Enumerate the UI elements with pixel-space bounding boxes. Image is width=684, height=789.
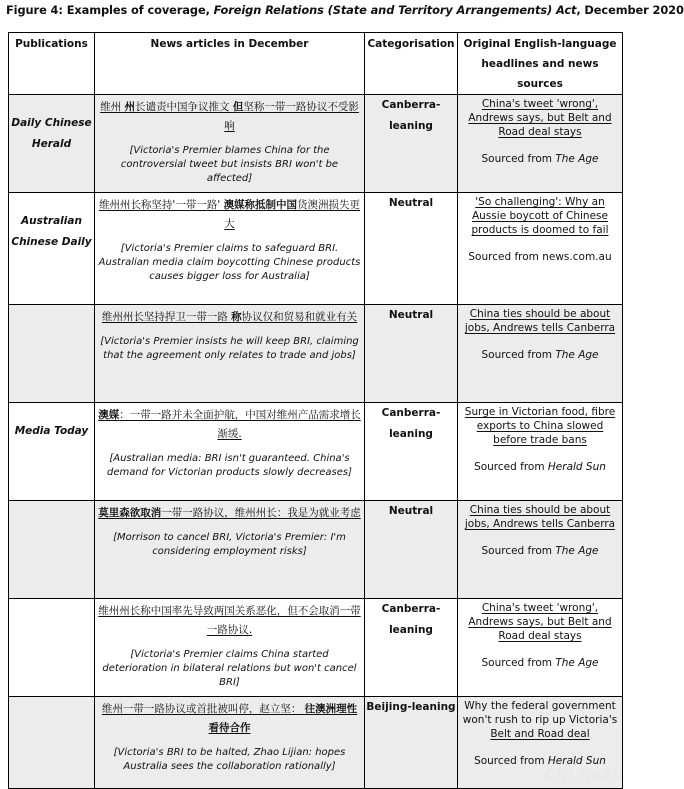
headline-fragment: 货澳洲损失更大 — [224, 199, 361, 230]
publication-cell — [9, 501, 95, 599]
figure-title — [6, 3, 684, 17]
categorisation-cell: Beijing-leaning — [365, 697, 458, 789]
headline-fragment: 维州州长称中国率先导致两国关系恶化，但不会取消一带一路协议. — [98, 605, 361, 636]
source-prefix: Sourced from — [468, 251, 543, 263]
source-line — [461, 152, 619, 166]
source-line — [461, 460, 619, 474]
source-prefix: Sourced from — [474, 461, 548, 473]
table-row — [9, 697, 623, 789]
original-headline — [461, 699, 619, 741]
headline-fragment: 长谴责中国争议推文 — [135, 101, 233, 113]
english-translation: [Australian media: BRI isn't guaranteed. China's demand for Victorian products slowly decreases] — [107, 453, 352, 478]
chinese-headline — [98, 602, 361, 640]
original-headline[interactable]: China's tweet 'wrong', Andrews says, but Belt and Road deal stays — [468, 602, 612, 642]
headline-fragment: 坚称一带一路协议不受影响 — [224, 101, 359, 132]
english-translation: [Victoria's Premier claims China started deterioration in bilateral relations but won't cancel BRI] — [102, 649, 357, 688]
table-row — [9, 403, 623, 501]
header-original-label: Original English-language headlines and news sources — [463, 38, 617, 90]
original-headline[interactable]: China ties should be about jobs, Andrews tells Canberra — [464, 504, 616, 530]
chinese-headline — [98, 308, 361, 327]
source-line — [461, 250, 619, 264]
publication-cell: Australian Chinese Daily — [9, 193, 95, 305]
coverage-table — [8, 32, 623, 789]
original-headline-cell — [458, 599, 623, 697]
headline-fragment: 维州州长称坚持'一带一路' — [98, 199, 224, 211]
original-headline[interactable]: 'So challenging': Why an Aussie boycott of Chinese products is doomed to fail — [471, 196, 609, 236]
headline-fragment: 维州 — [100, 101, 125, 113]
english-translation: [Victoria's Premier blames China for the controversial tweet but insists BRI won't be affected] — [120, 145, 339, 184]
chinese-headline — [98, 98, 361, 136]
source-name: news.com.au — [542, 251, 612, 263]
publication-cell — [9, 305, 95, 403]
source-name: Herald Sun — [547, 461, 606, 473]
news-cell — [95, 501, 365, 599]
publication-cell: Daily Chinese Herald — [9, 95, 95, 193]
header-categorisation: Categorisation — [365, 33, 458, 95]
table-row — [9, 501, 623, 599]
chinese-headline — [98, 700, 361, 738]
headline-fragment: 一带一路协议，维州州长：我是为就业考虑 — [161, 507, 361, 519]
news-cell — [95, 697, 365, 789]
figure-title-italic: Foreign Relations (State and Territory Arrangements) Act — [213, 3, 577, 17]
news-cell — [95, 193, 365, 305]
categorisation-cell: Canberra-leaning — [365, 403, 458, 501]
table-row — [9, 193, 623, 305]
source-name: The Age — [555, 349, 599, 361]
headline-fragment: 称 — [231, 311, 242, 323]
source-prefix: Sourced from — [481, 153, 556, 165]
headline-fragment: 维州一带一路协议或首批被叫停，赵立坚： — [101, 703, 305, 715]
original-headline[interactable]: China ties should be about jobs, Andrews tells Canberra — [464, 308, 616, 334]
chinese-headline — [98, 406, 361, 444]
english-translation: [Victoria's Premier claims to safeguard BRI. Australian media claim boycotting Chinese products causes bigger loss for Australia] — [98, 243, 361, 282]
source-name: The Age — [555, 153, 599, 165]
source-name: The Age — [555, 657, 599, 669]
headline-fragment: 莫里森欲取消 — [98, 507, 162, 519]
headline-fragment: 维州州长坚持捍卫一带一路 — [101, 311, 232, 323]
source-line — [461, 656, 619, 670]
table-row — [9, 305, 623, 403]
headline-fragment: 往澳洲理性看待合作 — [208, 703, 358, 734]
source-prefix: Sourced from — [481, 657, 556, 669]
publication-cell — [9, 697, 95, 789]
original-headline-cell — [458, 403, 623, 501]
source-prefix: Sourced from — [481, 545, 556, 557]
original-headline-cell — [458, 95, 623, 193]
categorisation-cell: Canberra-leaning — [365, 95, 458, 193]
header-news: News articles in December — [95, 33, 365, 95]
news-cell — [95, 403, 365, 501]
source-name: Herald Sun — [547, 755, 606, 767]
source-name: The Age — [555, 545, 599, 557]
categorisation-cell: Canberra-leaning — [365, 599, 458, 697]
source-line — [461, 544, 619, 558]
headline-fragment: 澳媒称抵制中国 — [223, 199, 298, 211]
original-headline-cell — [458, 193, 623, 305]
original-headline[interactable]: Surge in Victorian food, fibre exports to China slowed before trade bans — [464, 406, 616, 446]
categorisation-cell: Neutral — [365, 501, 458, 599]
headline-fragment: 澳媒 — [98, 409, 120, 421]
table-row — [9, 95, 623, 193]
original-headline-plain: Why the federal government won't rush to rip up Victoria's — [462, 700, 618, 726]
source-prefix: Sourced from — [481, 349, 556, 361]
english-translation: [Morrison to cancel BRI, Victoria's Premier: I'm considering employment risks] — [113, 532, 346, 557]
headline-fragment: 州 — [124, 101, 135, 113]
publication-cell: Media Today — [9, 403, 95, 501]
source-prefix: Sourced from — [474, 755, 548, 767]
figure-title-suffix: , December 2020 — [576, 3, 684, 17]
categorisation-cell: Neutral — [365, 193, 458, 305]
figure-title-prefix: Figure 4: Examples of coverage, — [6, 3, 214, 17]
header-publications: Publications — [9, 33, 95, 95]
chinese-headline — [98, 196, 361, 234]
english-translation: [Victoria's BRI to be halted, Zhao Lijian: hopes Australia sees the collaboration rationally] — [113, 747, 346, 772]
headline-fragment: ：一带一路并未全面护航，中国对维州产品需求增长渐缓. — [119, 409, 361, 440]
original-headline-cell — [458, 501, 623, 599]
english-translation: [Victoria's Premier insists he will keep BRI, claiming that the agreement only relates to trade and jobs] — [100, 336, 359, 361]
publication-cell — [9, 599, 95, 697]
original-headline-link[interactable]: Belt and Road deal — [490, 728, 590, 740]
headline-fragment: 但 — [232, 101, 244, 113]
table-row — [9, 599, 623, 697]
chinese-headline — [98, 504, 361, 523]
source-line — [461, 348, 619, 362]
headline-fragment: 协议仅和贸易和就业有关 — [241, 311, 358, 323]
news-cell — [95, 599, 365, 697]
original-headline[interactable]: China's tweet 'wrong', Andrews says, but Belt and Road deal stays — [468, 98, 612, 138]
original-headline-cell — [458, 305, 623, 403]
header-original — [458, 33, 623, 95]
news-cell — [95, 95, 365, 193]
watermark: Chi na2u — [544, 765, 624, 784]
news-cell — [95, 305, 365, 403]
categorisation-cell: Neutral — [365, 305, 458, 403]
